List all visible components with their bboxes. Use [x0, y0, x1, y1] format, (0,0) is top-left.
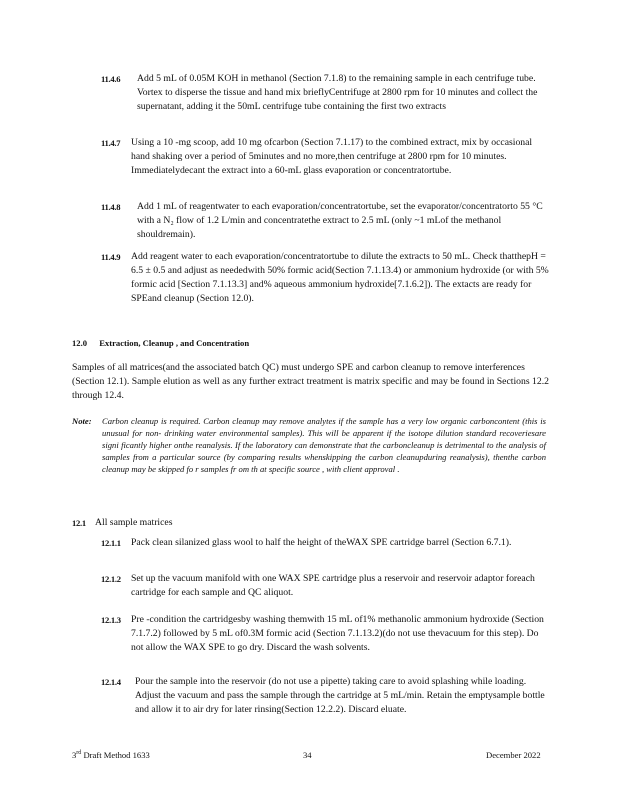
- step-text: Set up the vacuum manifold with one WAX SPE cartridge plus a reservoir and reservoir adaptor foreach cartridge for each sample and QC aliquot.: [131, 573, 535, 598]
- step-text: Pour the sample into the reservoir (do not use a pipette) taking care to avoid splashing while loading. Adjust the vacuum and pass the sample through the cartridge at 5 mL/min. Retain the emptysample bottle and allow it to air dry for later rinsing(Section 12.2.2). Discard eluate.: [135, 676, 545, 715]
- note-label: Note:: [72, 416, 92, 426]
- step-text: Pre -condition the cartridgesby washing themwith 15 mL of1% methanolic ammonium hydroxide (Section 7.1.7.2) followed by 5 mL of0.3M formic acid (Section 7.1.13.2)(do not use thevacuum for this step). Do not allow the WAX SPE to go dry. Discard the wash solvents.: [131, 614, 544, 653]
- section-heading: [72, 338, 249, 348]
- step-number: 11.4.9: [101, 252, 121, 262]
- section-number: 12.0: [72, 338, 88, 348]
- page-number: 34: [303, 750, 312, 760]
- footer-date: December 2022: [486, 750, 541, 760]
- step-text: Using a 10 -mg scoop, add 10 mg ofcarbon (Section 7.1.17) to the combined extract, mix by occasional hand shaking over a period of 5minutes and no more,then centrifuge at 2800 rpm for 10 minutes. Immediatelydecant the extract into a 60-mL glass evaporation or concentratortube.: [131, 137, 533, 176]
- footer-ordinal-suffix: rd: [76, 750, 82, 757]
- step-text: Add 1 mL of reagentwater to each evaporation/concentratortube, set the evaporator/concentratorto 55 °C with a N₂ flow of 1.2 L/min and concentratethe extract to 2.5 mL (only ~1 mLof the methanol shouldremain).: [137, 201, 543, 240]
- section-title: Extraction, Cleanup , and Concentration: [99, 338, 250, 348]
- step-text: Pack clean silanized glass wool to half the height of theWAX SPE cartridge barrel (Section 6.7.1).: [131, 537, 512, 548]
- step-number: 11.4.8: [101, 202, 121, 212]
- step-number: 12.1.4: [101, 677, 121, 687]
- footer-method: Draft Method 1633: [83, 750, 150, 760]
- step-number: 12.1.3: [101, 615, 121, 625]
- step-number: 12.1.2: [101, 574, 121, 584]
- step-number: 12.1.1: [101, 538, 121, 548]
- footer-ordinal: 3: [72, 750, 77, 760]
- step-text: Add 5 mL of 0.05M KOH in methanol (Section 7.1.8) to the remaining sample in each centrifuge tube. Vortex to disperse the tissue and hand mix brieflyCentrifuge at 2800 rpm for 10 minutes and collect the supernatant, adding it the 50mL centrifuge tube containing the first two extracts: [137, 73, 538, 112]
- step-number: 11.4.6: [101, 74, 121, 84]
- step-text: Add reagent water to each evaporation/concentratortube to dilute the extracts to 50 mL. Check thatthepH = 6.5 ± 0.5 and adjust as neededwith 50% formic acid(Section 7.1.13.4) or ammonium hydroxide (or with 5% formic acid [Section 7.1.13.3] and% aqueous ammonium hydroxide[7.1.6.2]). The extacts are ready for SPEand cleanup (Section 12.0).: [131, 251, 549, 304]
- subsection-title: All sample matrices: [95, 517, 173, 528]
- footer-left: [72, 750, 150, 760]
- intro-paragraph: Samples of all matrices(and the associated batch QC) must undergo SPE and carbon cleanup to remove interferences (Section 12.1). Sample elution as well as any further extract treatment is matrix specific and may be found in Sections 12.2 through 12.4.: [72, 362, 549, 401]
- subsection-number: 12.1: [72, 518, 86, 528]
- step-number: 11.4.7: [101, 138, 121, 148]
- note-text: Carbon cleanup is required. Carbon cleanup may remove analytes if the sample has a very low organic carboncontent (this is unusual for non- drinking water environmental samples). This will be apparent if the isotope dilution standard recoveriesare signi ficantly higher onthe reanalysis. If the laboratory can demonstrate that the carboncleanup is detrimental to the analysis of samples from a particular source (by comparing results whenskipping the carbon cleanupduring reanalysis), thenthe carbon cleanup may be skipped fo r samples fr om th at specific source , with client approval .: [102, 416, 546, 475]
